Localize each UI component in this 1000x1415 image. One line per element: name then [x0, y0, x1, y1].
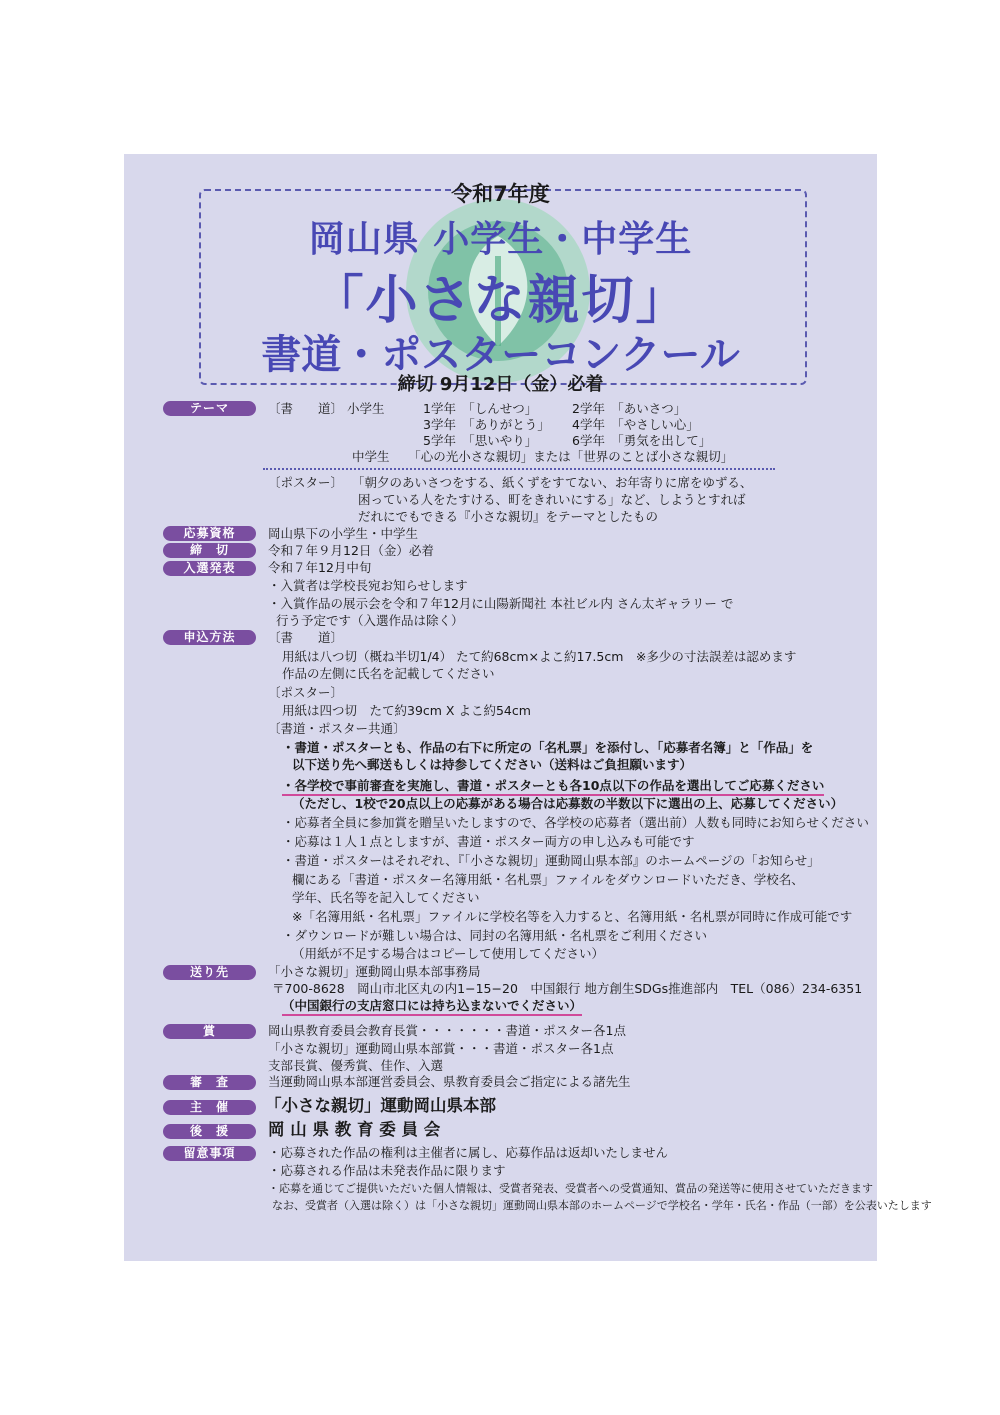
method-shodo-line-1: 用紙は八つ切（概ね半切1/4） たて約68cm×よこ約17.5cm ※多少の寸法誤差は認めます: [282, 649, 797, 664]
notes-line-4: なお、受賞者（入選は除く）は「小さな親切」運動岡山県本部のホームページで学校名・学年・氏名・作品（一部）を公表いたします: [272, 1199, 932, 1212]
review-text: 当運動岡山県本部運営委員会、県教育委員会ご指定による諸先生: [268, 1074, 631, 1089]
theme-poster-line-2: 困っている人をたすける、町をきれいにする」など、しようとすれば: [358, 492, 746, 507]
label-notes: 留意事項: [163, 1146, 256, 1161]
method-common-2b: （ただし、1校で20点以上の応募がある場合は応募数の半数以下に選出の上、応募してください）: [292, 796, 844, 811]
theme-divider: [263, 468, 775, 470]
method-shodo-head: 〔書 道〕: [268, 630, 344, 645]
header-title: 「小さな親切」: [311, 271, 690, 331]
theme-poster-head: 〔ポスター〕: [268, 475, 344, 490]
theme-grade-4: 4学年 「やさしい心」: [572, 417, 699, 432]
method-common-1b: 以下送り先へ郵送もしくは持参してください（送料はご負担願います）: [292, 757, 693, 772]
header-deadline: 締切 9月12日（金）必着: [397, 374, 604, 395]
method-common-3: ・応募者全員に参加賞を贈呈いたしますので、各学校の応募者（選出前）人数も同時にお知らせください: [282, 815, 869, 830]
label-prize: 賞: [163, 1024, 256, 1039]
prize-line-3: 支部長賞、優秀賞、佳作、入選: [268, 1058, 444, 1073]
header-prefecture: 岡山県 小学生・中学生: [308, 219, 693, 260]
method-common-4: ・応募は１人１点としますが、書道・ポスター両方の申し込みも可能です: [282, 834, 695, 849]
header-subtitle: 書道・ポスターコンクール: [261, 332, 740, 378]
method-common-6b: （用紙が不足する場合はコピーして使用してください）: [292, 946, 605, 961]
label-support: 後 援: [163, 1124, 256, 1139]
notes-line-3: ・応募を通じてご提供いただいた個人情報は、受賞者発表、受賞者への受賞通知、賞品の発送等に使用させていただきます: [268, 1182, 873, 1195]
theme-shodo-head: 〔書 道〕 小学生: [268, 401, 385, 416]
theme-grade-6: 6学年 「勇気を出して」: [572, 433, 712, 448]
label-announce: 入選発表: [163, 561, 256, 576]
method-common-5b: 欄にある「書道・ポスター名簿用紙・名札票」ファイルをダウンロードいただき、学校名、: [292, 872, 804, 887]
method-common-5c: 学年、氏名等を記入してください: [292, 890, 480, 905]
method-poster-head: 〔ポスター〕: [268, 685, 344, 700]
prize-line-2: 「小さな親切」運動岡山県本部賞・・・書道・ポスター各1点: [268, 1041, 614, 1056]
host-text: 「小さな親切」運動岡山県本部: [265, 1096, 496, 1115]
label-host: 主 催: [163, 1100, 256, 1115]
header-year: 令和7年度: [451, 182, 550, 206]
support-text: 岡 山 県 教 育 委 員 会: [268, 1120, 441, 1139]
theme-poster-line-1: 「朝夕のあいさつをする、紙くずをすてない、お年寄りに席をゆずる、: [352, 475, 753, 490]
method-common-6a: ・ダウンロードが難しい場合は、同封の名簿用紙・名札票をご利用ください: [282, 928, 708, 943]
theme-junior: 中学生 「心の光小さな親切」または「世界のことば小さな親切」: [352, 449, 734, 464]
label-method: 申込方法: [163, 630, 256, 645]
label-eligibility: 応募資格: [163, 526, 256, 541]
deadline-text: 令和７年９月12日（金）必着: [268, 543, 434, 558]
label-theme: テーマ: [163, 401, 256, 416]
notes-line-2: ・応募される作品は未発表作品に限ります: [268, 1163, 506, 1178]
theme-grade-2: 2学年 「あいさつ」: [572, 401, 687, 416]
announce-line-1: 令和７年12月中旬: [268, 560, 372, 575]
send-to-address: 〒700-8628 岡山市北区丸の内1−15−20 中国銀行 地方創生SDGs推進部内 TEL（086）234-6351: [272, 981, 863, 996]
label-review: 審 査: [163, 1075, 256, 1090]
theme-grade-1: 1学年 「しんせつ」: [423, 401, 538, 416]
method-common-2a: ・各学校で事前審査を実施し、書道・ポスターとも各10点以下の作品を選出してご応募ください: [282, 777, 824, 796]
announce-line-4: 行う予定です（入選作品は除く）: [276, 613, 464, 628]
method-shodo-line-2: 作品の左側に氏名を記載してください: [282, 666, 495, 681]
notes-line-1: ・応募された作品の権利は主催者に属し、応募作品は返却いたしません: [268, 1145, 669, 1160]
eligibility-text: 岡山県下の小学生・中学生: [268, 526, 419, 541]
send-to-warning: （中国銀行の支店窓口には持ち込まないでください）: [282, 997, 582, 1016]
method-common-1a: ・書道・ポスターとも、作品の右下に所定の「名札票」を添付し、「応募者名簿」と「作品」を: [282, 740, 814, 755]
label-send-to: 送り先: [163, 965, 256, 980]
announce-line-2: ・入賞者は学校長宛お知らせします: [268, 578, 468, 593]
method-poster-line-1: 用紙は四つ切 たて約39cm X よこ約54cm: [282, 703, 531, 718]
theme-grade-5: 5学年 「思いやり」: [423, 433, 538, 448]
prize-line-1: 岡山県教育委員会教育長賞・・・・・・・書道・ポスター各1点: [268, 1023, 626, 1038]
label-deadline: 締 切: [163, 543, 256, 558]
announce-line-3: ・入賞作品の展示会を令和７年12月に山陽新聞社 本社ビル内 さん太ギャラリー で: [268, 596, 734, 611]
theme-poster-line-3: だれにでもできる『小さな親切』をテーマとしたもの: [358, 509, 659, 524]
theme-grade-3: 3学年 「ありがとう」: [423, 417, 550, 432]
method-common-head: 〔書道・ポスター共通〕: [268, 721, 406, 736]
method-common-5a: ・書道・ポスターはそれぞれ、『「小さな親切」運動岡山県本部』のホームページの「お知らせ」: [282, 853, 820, 868]
send-to-line-1: 「小さな親切」運動岡山県本部事務局: [268, 964, 481, 979]
method-common-5d: ※「名簿用紙・名札票」ファイルに学校名等を入力すると、名簿用紙・名札票が同時に作成可能です: [292, 909, 853, 924]
